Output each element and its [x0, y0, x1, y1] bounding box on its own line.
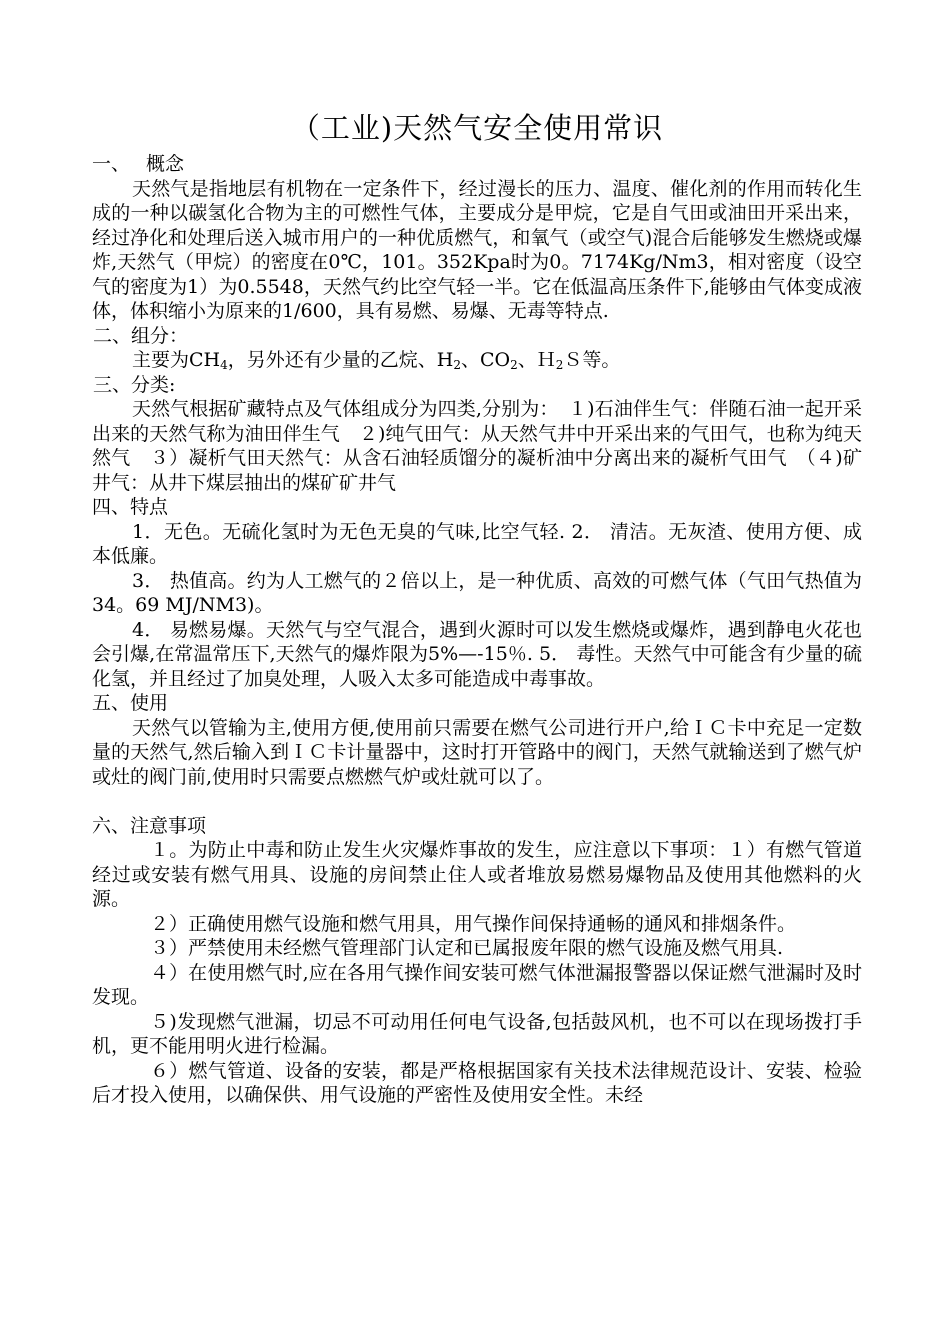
section-paragraph: ４）在使用燃气时,应在各用气操作间安装可燃气体泄漏报警器以保证燃气泄漏时及时发现。 — [92, 961, 862, 1008]
section-title: 概念 — [146, 153, 185, 175]
section-paragraph: ５)发现燃气泄漏，切忌不可动用任何电气设备,包括鼓风机，也不可以在现场拨打手机，更不能用明火进行检漏。 — [92, 1010, 862, 1057]
section-heading-precautions: 六、注意事项 — [92, 814, 207, 837]
section-heading-features: 四、特点 — [92, 496, 169, 518]
section-heading-concept — [92, 152, 862, 177]
section-heading-composition: 二、组分： — [93, 324, 189, 347]
section-paragraph: 1．无色。无硫化氢时为无色无臭的气味,比空气轻. 2． 清洁。无灰渣、使用方便、成本低廉。 — [92, 520, 862, 567]
section-paragraph: ２）正确使用燃气设施和燃气用具，用气操作间保持通畅的通风和排烟条件。 — [150, 912, 797, 935]
section-paragraph: 主要为$CH_4$，另外还有少量的乙烷、$H_2$、$CO_2$、Ｈ$_2$Ｓ等。 — [132, 349, 621, 372]
blank-line — [92, 789, 862, 814]
section-paragraph: 3． 热值高。约为人工燃气的２倍以上，是一种优质、高效的可燃气体（气田气热值为34。69 MJ/NM3)。 — [92, 569, 862, 616]
section-number: 一、 — [92, 153, 131, 175]
section-paragraph: １。为防止中毒和防止发生火灾爆炸事故的发生，应注意以下事项：１）有燃气管道经过或安装有燃气用具、设施的房间禁止住人或者堆放易燃易爆物品及使用其他燃料的火源。 — [92, 839, 862, 910]
section-heading-classification: 三、分类: — [93, 373, 176, 396]
section-paragraph: 天然气以管输为主,使用方便,使用前只需要在燃气公司进行开户,给ＩＣ卡中充足一定数量的天然气,然后输入到ＩＣ卡计量器中，这时打开管路中的阀门，天然气就输送到了燃气炉或灶的阀门前,使用时只需要点燃燃气炉或灶就可以了。 — [92, 716, 862, 788]
document-title: （工业)天然气安全使用常识 — [290, 111, 664, 145]
section-paragraph: 天然气是指地层有机物在一定条件下，经过漫长的压力、温度、催化剂的作用而转化生成的一种以碳氢化合物为主的可燃性气体，主要成分是甲烷，它是自气田或油田开采出来，经过净化和处理后送入城市用户的一种优质燃气，和氧气（或空气)混合后能够发生燃烧或爆炸,天然气（甲烷）的密度在0℃，101。352Kpa时为0。7174Kg/Nm3，相对密度（设空气的密度为1）为0.5548，天然气约比空气轻一半。它在低温高压条件下,能够由气体变成液体，体积缩小为原来的1/600，具有易燃、易爆、无毒等特点. — [92, 177, 862, 322]
section-heading-usage: 五、使用 — [92, 692, 169, 714]
section-paragraph: 4． 易燃易爆。天然气与空气混合，遇到火源时可以发生燃烧或爆炸，遇到静电火花也会引爆,在常温常压下,天然气的爆炸限为5%—-15％. 5． 毒性。天然气中可能含有少量的硫化氢，并且经过了加臭处理，人吸入太多可能造成中毒事故。 — [92, 618, 862, 690]
document-page — [92, 108, 862, 1108]
section-paragraph: 天然气根据矿藏特点及气体组成分为四类,分别为： １)石油伴生气：伴随石油一起开采出来的天然气称为油田伴生气 ２)纯气田气：从天然气井中开采出来的气田气，也称为纯天然气 ３）凝析气田天然气：从含石油轻质馏分的凝析油中分离出来的凝析气田气 （４)矿井气：从井下煤层抽出的煤矿矿井气 — [92, 398, 862, 494]
section-paragraph: ６）燃气管道、设备的安装，都是严格根据国家有关技术法律规范设计、安装、检验后才投入使用，以确保供、用气设施的严密性及使用安全性。未经 — [92, 1059, 862, 1106]
section-paragraph: ３）严禁使用未经燃气管理部门认定和已属报废年限的燃气设施及燃气用具. — [150, 937, 784, 959]
